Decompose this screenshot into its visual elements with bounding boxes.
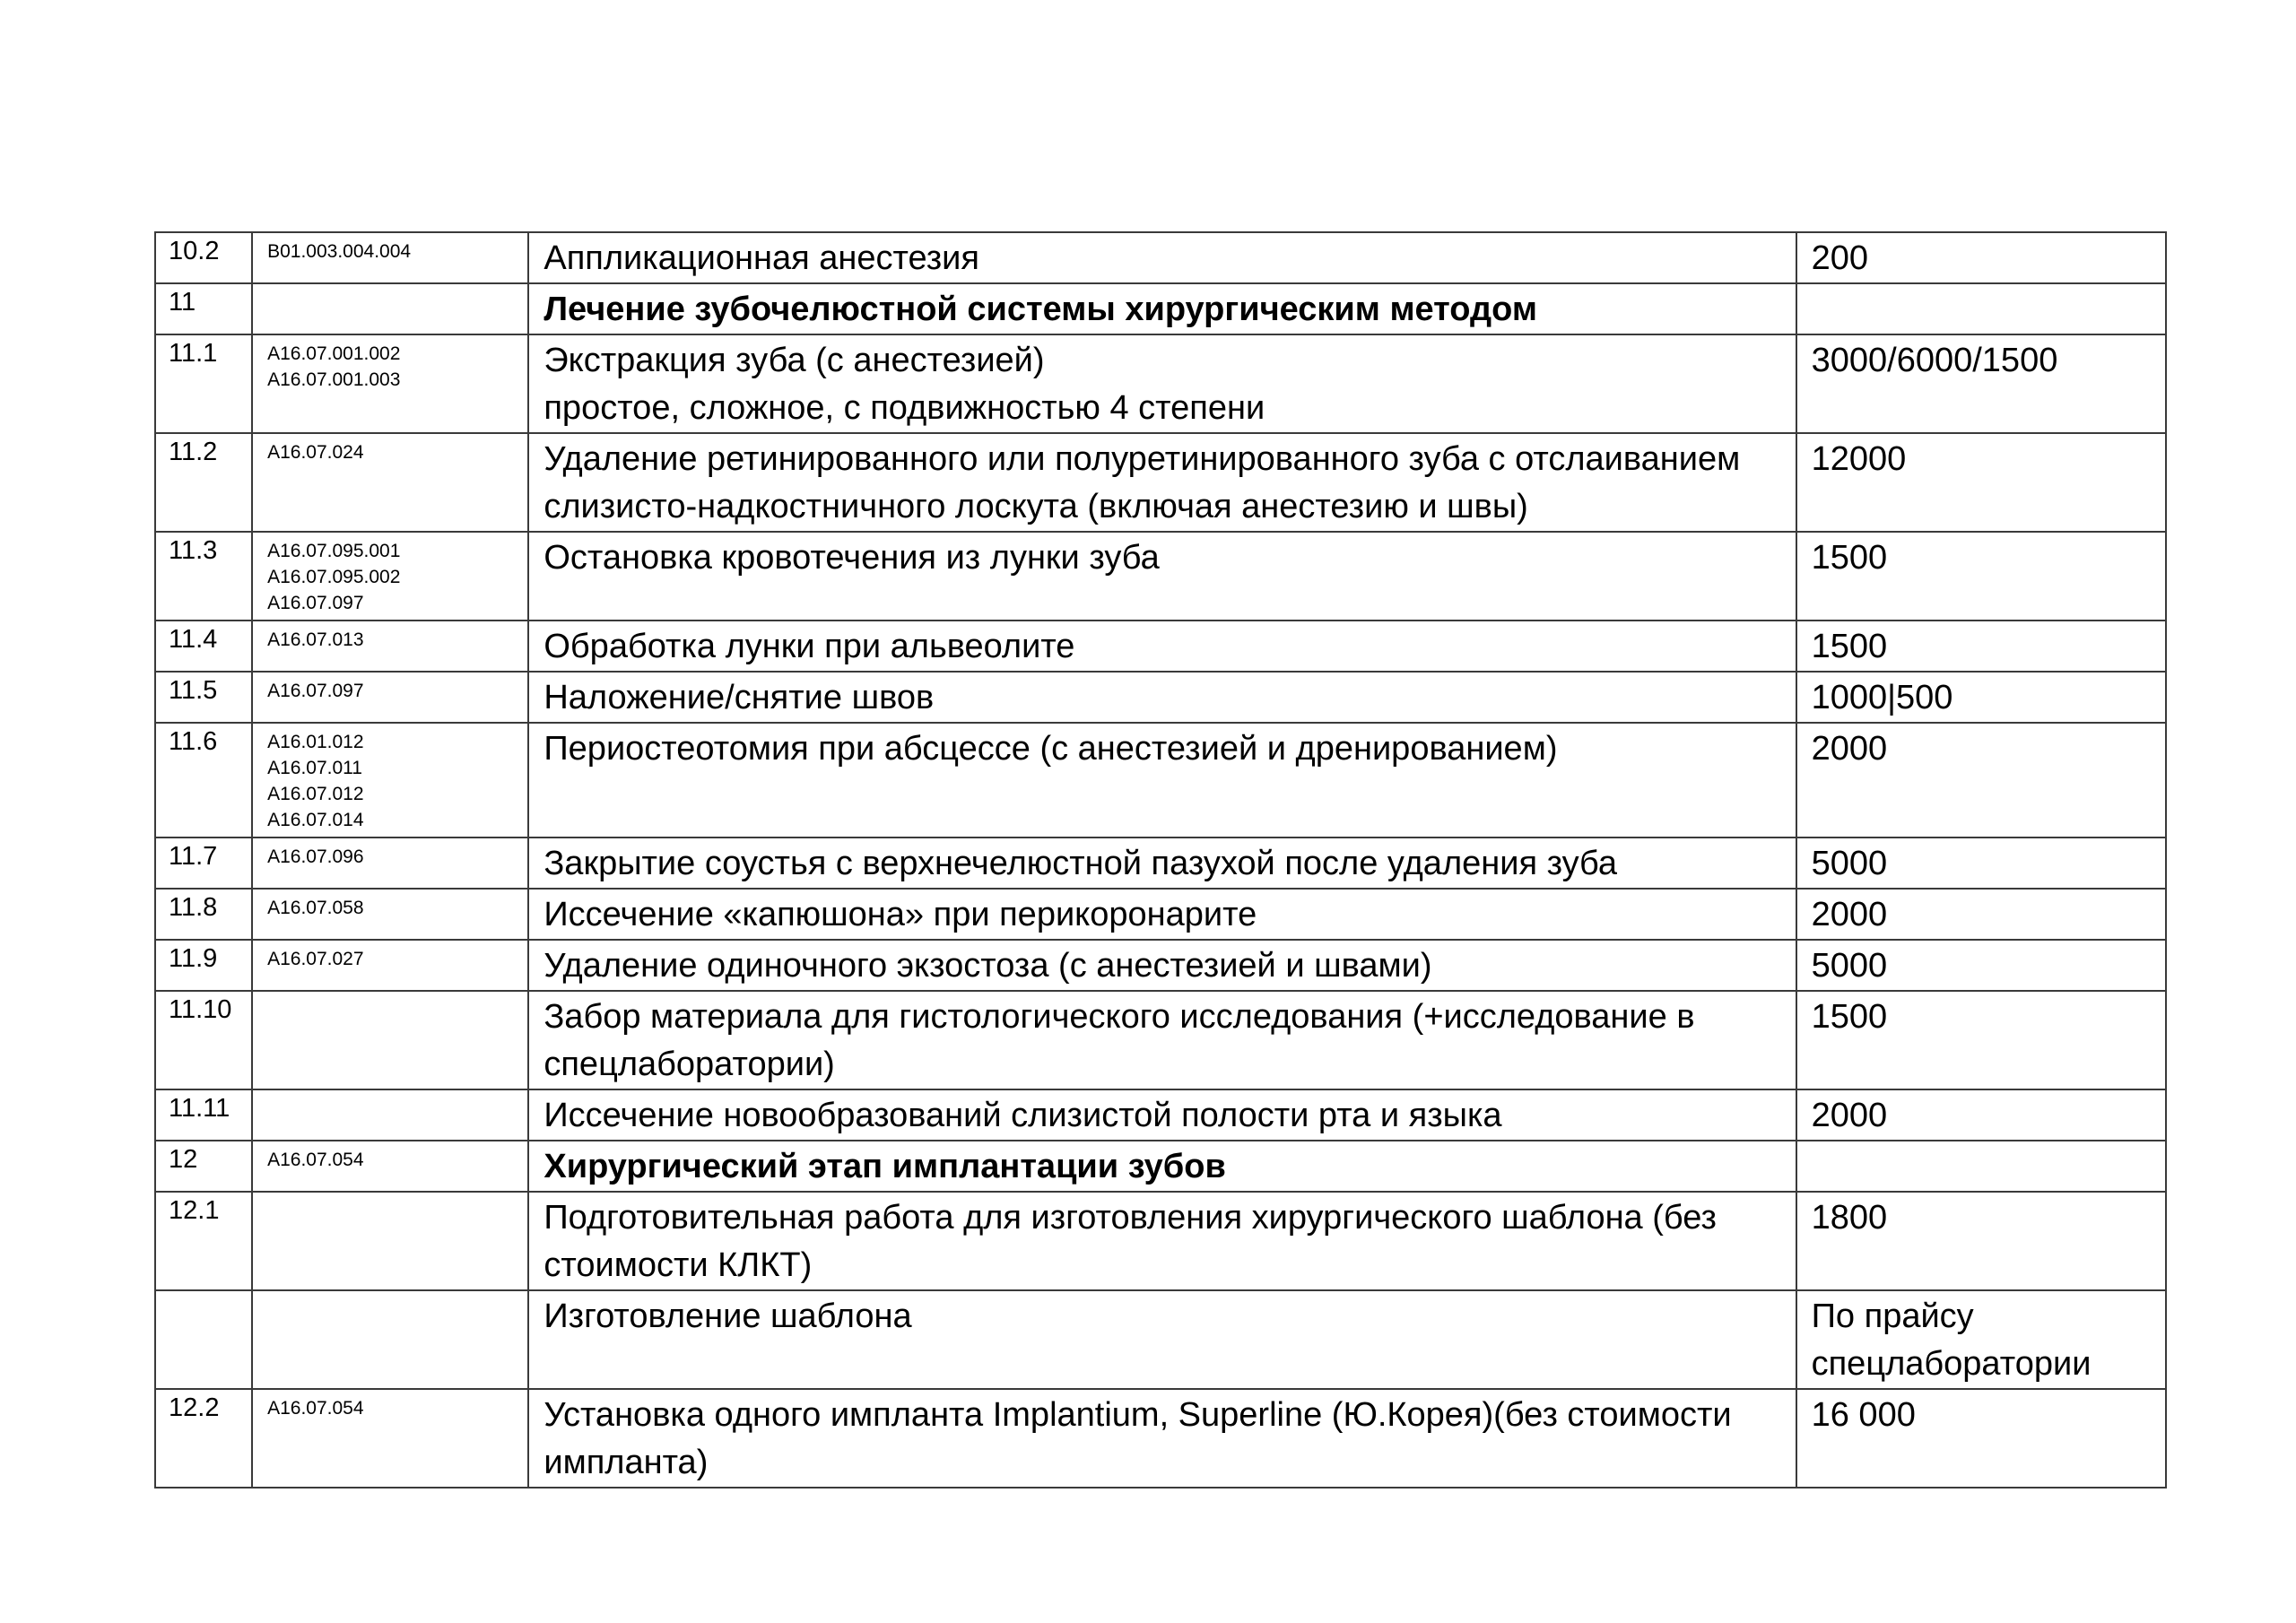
- row-number: 11.8: [155, 889, 252, 940]
- price-table-body: [155, 232, 2166, 1488]
- table-row: [155, 1389, 2166, 1488]
- service-price: 200: [1796, 232, 2166, 283]
- table-row: [155, 532, 2166, 621]
- service-codes: [252, 838, 528, 889]
- service-code: A16.07.058: [267, 898, 364, 918]
- service-code: A16.07.095.001: [267, 541, 401, 561]
- table-row: [155, 1089, 2166, 1141]
- service-price: 1800: [1796, 1192, 2166, 1290]
- table-row: [155, 283, 2166, 334]
- service-price: [1796, 1141, 2166, 1192]
- service-price: 2000: [1796, 723, 2166, 838]
- service-code: A16.07.096: [267, 846, 364, 867]
- service-codes: [252, 1192, 528, 1290]
- service-name: Аппликационная анестезия: [528, 232, 1796, 283]
- table-row: [155, 991, 2166, 1089]
- row-number: 11.11: [155, 1089, 252, 1141]
- service-codes: [252, 532, 528, 621]
- service-codes: [252, 334, 528, 433]
- service-name: Обработка лунки при альвеолите: [528, 621, 1796, 672]
- service-name: Закрытие соустья с верхнечелюстной пазухой после удаления зуба: [528, 838, 1796, 889]
- service-code: A16.07.054: [267, 1150, 364, 1170]
- row-number: 11.9: [155, 940, 252, 991]
- service-name-line: простое, сложное, с подвижностью 4 степени: [544, 389, 1265, 427]
- service-codes: [252, 1089, 528, 1141]
- row-number: 11.5: [155, 672, 252, 723]
- service-code: A16.07.027: [267, 949, 364, 969]
- service-code: A16.07.001.002: [267, 343, 401, 364]
- service-price: 5000: [1796, 940, 2166, 991]
- row-number: 12.1: [155, 1192, 252, 1290]
- service-code: A16.07.097: [267, 593, 364, 613]
- table-row: [155, 889, 2166, 940]
- service-price: 2000: [1796, 889, 2166, 940]
- row-number: 11.3: [155, 532, 252, 621]
- table-row: [155, 940, 2166, 991]
- service-name: [528, 334, 1796, 433]
- service-name: Иссечение «капюшона» при перикоронарите: [528, 889, 1796, 940]
- section-title: Хирургический этап имплантации зубов: [528, 1141, 1796, 1192]
- service-price: 3000/6000/1500: [1796, 334, 2166, 433]
- service-price: [1796, 283, 2166, 334]
- service-codes: [252, 672, 528, 723]
- table-row: [155, 1192, 2166, 1290]
- service-name: Изготовление шаблона: [528, 1290, 1796, 1389]
- row-number: 11.7: [155, 838, 252, 889]
- service-name: Удаление одиночного экзостоза (с анестезией и швами): [528, 940, 1796, 991]
- service-codes: [252, 1290, 528, 1389]
- table-row: [155, 621, 2166, 672]
- service-name-line: Экстракция зуба (с анестезией): [544, 342, 1045, 379]
- service-code: B01.003.004.004: [267, 241, 412, 262]
- service-price: 1500: [1796, 991, 2166, 1089]
- row-number: 11.4: [155, 621, 252, 672]
- service-code: A16.07.013: [267, 629, 364, 650]
- service-code: A16.07.001.003: [267, 369, 401, 390]
- service-code: A16.07.024: [267, 442, 364, 463]
- service-codes: [252, 232, 528, 283]
- service-code: A16.07.012: [267, 784, 364, 804]
- service-name: Остановка кровотечения из лунки зуба: [528, 532, 1796, 621]
- service-code: A16.07.095.002: [267, 567, 401, 587]
- service-price: По прайсу спецлаборатории: [1796, 1290, 2166, 1389]
- service-price: 2000: [1796, 1089, 2166, 1141]
- price-table: [154, 231, 2167, 1488]
- table-row: [155, 672, 2166, 723]
- row-number: 11.10: [155, 991, 252, 1089]
- row-number: 12: [155, 1141, 252, 1192]
- table-row: [155, 1290, 2166, 1389]
- service-codes: [252, 283, 528, 334]
- row-number: 11.1: [155, 334, 252, 433]
- row-number: 12.2: [155, 1389, 252, 1488]
- table-row: [155, 232, 2166, 283]
- service-code: A16.01.012: [267, 732, 364, 752]
- section-title: Лечение зубочелюстной системы хирургическим методом: [528, 283, 1796, 334]
- table-row: [155, 433, 2166, 532]
- service-codes: [252, 889, 528, 940]
- service-price: 1500: [1796, 621, 2166, 672]
- service-name: Периостеотомия при абсцессе (с анестезией и дренированием): [528, 723, 1796, 838]
- service-code: A16.07.011: [267, 758, 362, 778]
- service-code: A16.07.054: [267, 1398, 364, 1419]
- service-name: Наложение/снятие швов: [528, 672, 1796, 723]
- row-number: 11.2: [155, 433, 252, 532]
- service-name: Подготовительная работа для изготовления хирургического шаблона (без стоимости КЛКТ): [528, 1192, 1796, 1290]
- service-codes: [252, 940, 528, 991]
- table-row: [155, 1141, 2166, 1192]
- row-number: 11: [155, 283, 252, 334]
- service-price: 1500: [1796, 532, 2166, 621]
- row-number: 10.2: [155, 232, 252, 283]
- service-price: 16 000: [1796, 1389, 2166, 1488]
- row-number: 11.6: [155, 723, 252, 838]
- service-name: Иссечение новообразований слизистой полости рта и языка: [528, 1089, 1796, 1141]
- table-row: [155, 838, 2166, 889]
- service-price: 5000: [1796, 838, 2166, 889]
- service-name: Установка одного импланта Implantium, Superline (Ю.Корея)(без стоимости импланта): [528, 1389, 1796, 1488]
- service-code: A16.07.097: [267, 681, 364, 701]
- table-row: [155, 723, 2166, 838]
- service-name: Удаление ретинированного или полуретинированного зуба с отслаиванием слизисто-надкостничного лоскута (включая анестезию и швы): [528, 433, 1796, 532]
- service-price: 1000|500: [1796, 672, 2166, 723]
- service-codes: [252, 621, 528, 672]
- row-number: [155, 1290, 252, 1389]
- service-code: A16.07.014: [267, 810, 364, 830]
- service-price: 12000: [1796, 433, 2166, 532]
- service-codes: [252, 991, 528, 1089]
- service-codes: [252, 1389, 528, 1488]
- table-row: [155, 334, 2166, 433]
- service-codes: [252, 723, 528, 838]
- service-codes: [252, 433, 528, 532]
- service-codes: [252, 1141, 528, 1192]
- service-name: Забор материала для гистологического исследования (+исследование в спецлаборатории): [528, 991, 1796, 1089]
